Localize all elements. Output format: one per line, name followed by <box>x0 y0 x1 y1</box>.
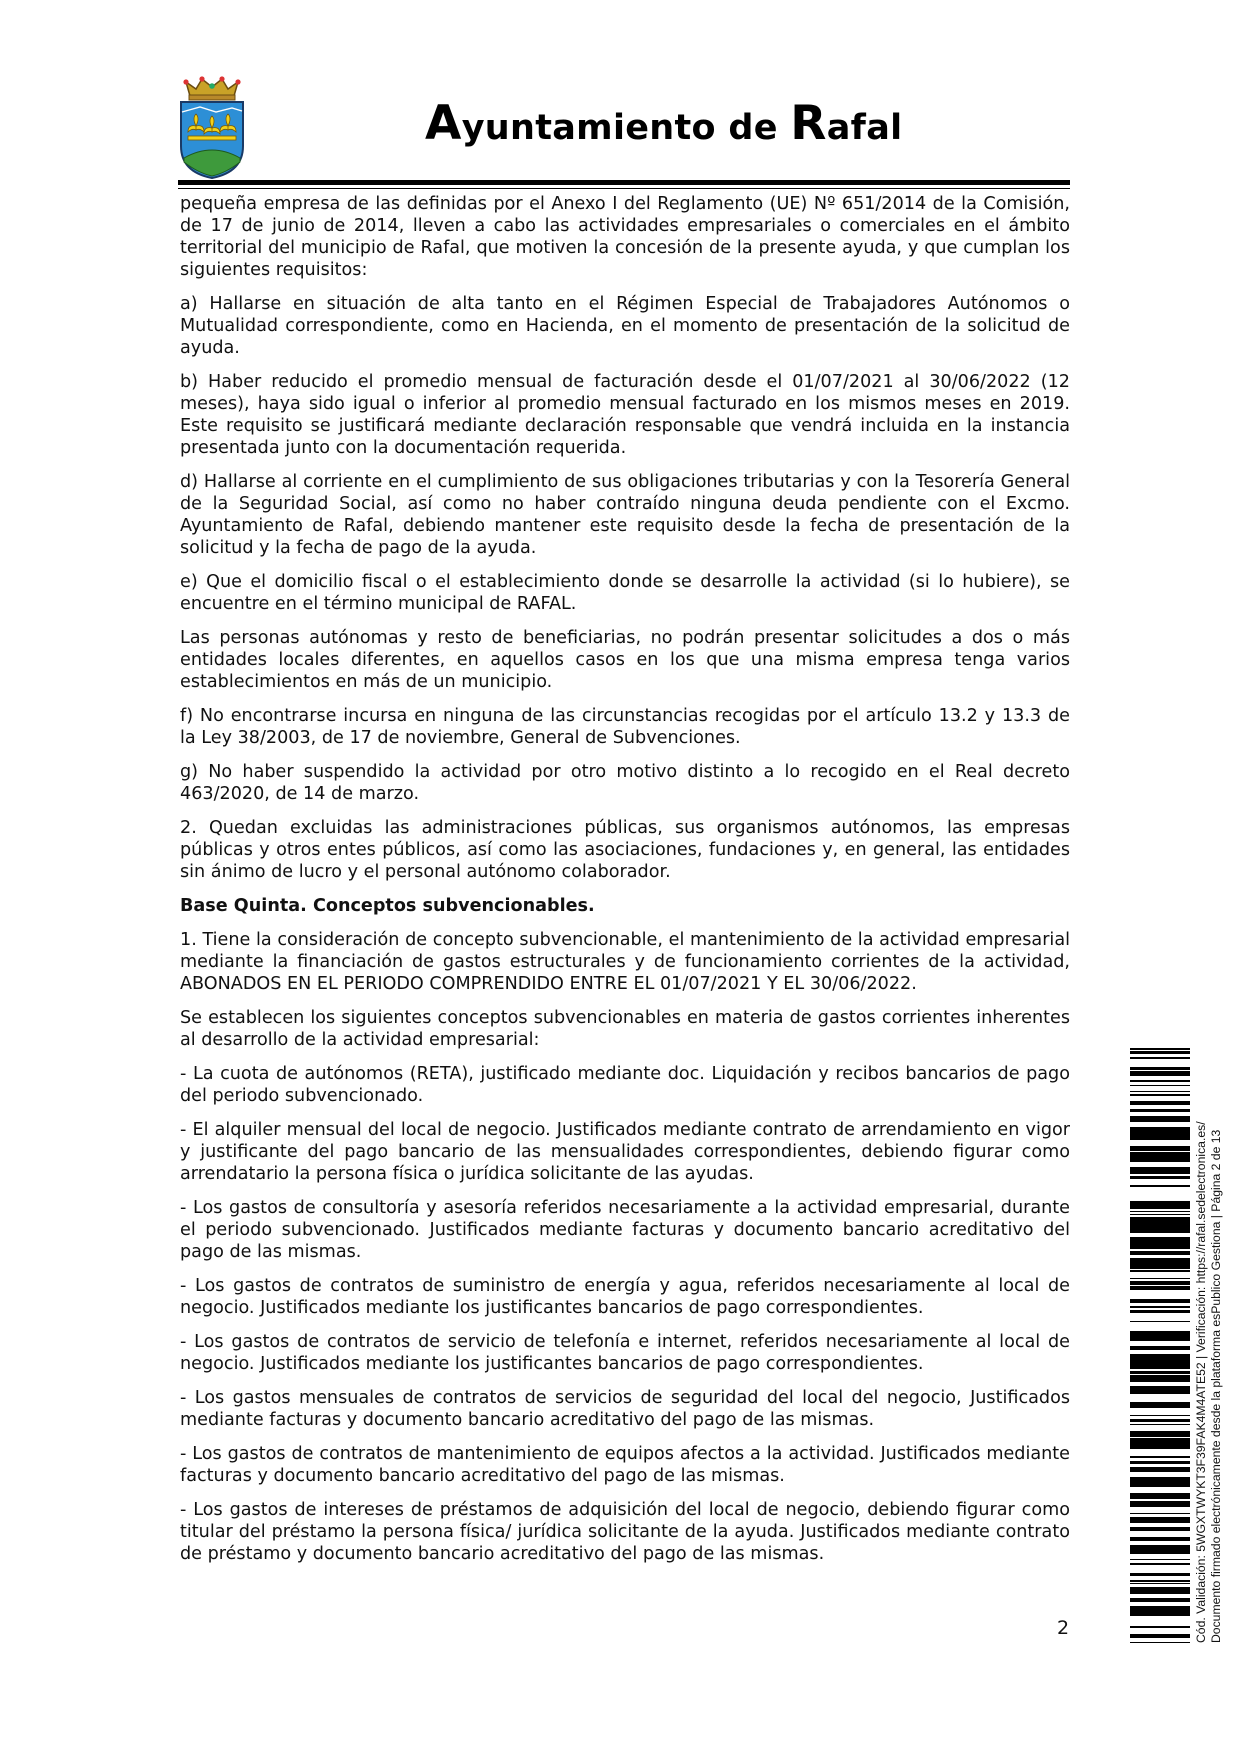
barcode-bar <box>1130 1152 1190 1155</box>
barcode-bar <box>1130 1520 1190 1521</box>
barcode-bar <box>1130 1358 1190 1362</box>
barcode-bar <box>1130 1299 1190 1303</box>
barcode-bar <box>1130 1364 1190 1365</box>
barcode-bar <box>1130 1521 1190 1523</box>
barcode-bar <box>1130 1589 1190 1590</box>
barcode-bar <box>1130 1223 1190 1224</box>
barcode-bar <box>1130 1553 1190 1554</box>
barcode-bar <box>1130 1057 1190 1059</box>
barcode-bar <box>1130 1634 1190 1638</box>
paragraph: 2. Quedan excluidas las administraciones públicas, sus organismos autónomos, las empresas públicas y otros entes públicos, así como las asociaciones, fundaciones y, en general, las entidades sin ánimo de lucro y el personal autónomo colaborador. <box>180 818 1070 882</box>
list-item: - Los gastos mensuales de contratos de servicios de seguridad del local del negocio, Justificados mediante facturas y documento bancario acreditativo del pago de las mismas. <box>180 1388 1070 1430</box>
barcode-bar <box>1130 1118 1190 1120</box>
barcode-bar <box>1130 1170 1190 1173</box>
barcode-bar <box>1130 1217 1190 1220</box>
barcode-bar <box>1130 1155 1190 1156</box>
barcode-bar <box>1130 1176 1190 1179</box>
barcode-bar <box>1130 1388 1190 1392</box>
barcode-bar <box>1130 1133 1190 1137</box>
barcode-bar <box>1130 1251 1190 1255</box>
barcode-bar <box>1130 1206 1190 1209</box>
barcode-bar <box>1130 1446 1190 1449</box>
barcode-bar <box>1130 1513 1190 1514</box>
barcode-bar <box>1130 1288 1190 1290</box>
barcode-bar <box>1130 1101 1190 1105</box>
barcode-bar <box>1130 1506 1190 1507</box>
document-body <box>180 193 1070 1577</box>
barcode-bar <box>1130 1379 1190 1382</box>
barcode-bar <box>1130 1346 1190 1347</box>
barcode-bar <box>1130 1433 1190 1437</box>
barcode-bar <box>1130 1442 1190 1446</box>
barcode-bar <box>1130 1048 1190 1050</box>
paragraph: g) No haber suspendido la actividad por otro motivo distinto a lo recogido en el Real decreto 463/2020, de 14 de marzo. <box>180 762 1070 804</box>
barcode-bar <box>1130 1231 1190 1233</box>
barcode-bar <box>1130 1156 1190 1158</box>
barcode-bar <box>1130 1339 1190 1341</box>
barcode-bar <box>1130 1477 1190 1479</box>
barcode-bar <box>1130 1158 1190 1161</box>
barcode-bar <box>1130 1563 1190 1564</box>
barcode-bar <box>1130 1270 1190 1272</box>
barcode-bar <box>1130 1321 1190 1322</box>
barcode-bar <box>1130 1461 1190 1464</box>
barcode-bar <box>1130 1071 1190 1075</box>
barcode-bar <box>1130 1481 1190 1485</box>
barcode-bar <box>1130 1467 1190 1469</box>
barcode-bar <box>1130 1085 1190 1086</box>
barcode-bar <box>1130 1051 1190 1053</box>
barcode-bar <box>1130 1227 1190 1231</box>
barcode-bar <box>1130 1517 1190 1518</box>
paragraph: Las personas autónomas y resto de beneficiarias, no podrán presentar solicitudes a dos o más entidades locales diferentes, en aquellos casos en los que una misma empresa tenga varios establecimientos en más de un municipio. <box>180 628 1070 692</box>
barcode-bar <box>1130 1547 1190 1548</box>
paragraph: a) Hallarse en situación de alta tanto en el Régimen Especial de Trabajadores Autónomos o Mutualidad correspondiente, como en Hacienda, en el momento de presentación de la solicitud de ayuda. <box>180 294 1070 358</box>
barcode-bar <box>1130 1518 1190 1520</box>
barcode-bar <box>1130 1424 1190 1425</box>
barcode-bar <box>1130 1149 1190 1151</box>
barcode-bar <box>1130 1591 1190 1594</box>
barcode-bar <box>1130 1311 1190 1313</box>
barcode-bar <box>1130 1583 1190 1584</box>
barcode-bar <box>1130 1642 1190 1643</box>
barcode-bar <box>1130 1587 1190 1589</box>
barcode-bar <box>1130 1214 1190 1215</box>
barcode-bar <box>1130 1590 1190 1591</box>
barcode-bar <box>1130 1551 1190 1553</box>
list-item: - Los gastos de intereses de préstamos de adquisición del local de negocio, debiendo figurar como titular del préstamo la persona física/ jurídica solicitante de la ayuda. Justificados mediante contrato de préstamo y documento bancario acreditativo del pago de las mismas. <box>180 1500 1070 1564</box>
barcode-bar <box>1130 1243 1190 1246</box>
verification-line: Cód. Validación: 5WGXTWYKT3F39FAK4M4ATE52 | Verificación: https://rafal.sedelectronica.es/ <box>1194 1121 1208 1643</box>
list-item: - Los gastos de contratos de servicio de telefonía e internet, referidos necesariamente al local de negocio. Justificados mediante los justificantes bancarios de pago correspondientes. <box>180 1332 1070 1374</box>
barcode-bar <box>1130 1224 1190 1227</box>
barcode-bar <box>1130 1527 1190 1531</box>
barcode-bar <box>1130 1202 1190 1204</box>
barcode-bar <box>1130 1120 1190 1122</box>
barcode-bar <box>1130 1505 1190 1506</box>
barcode-bar <box>1130 1564 1190 1565</box>
barcode-bar <box>1130 1287 1190 1288</box>
header-rule-thick <box>178 180 1070 185</box>
barcode-bar <box>1130 1137 1190 1140</box>
barcode-bar <box>1130 1204 1190 1206</box>
barcode-bar <box>1130 1094 1190 1095</box>
paragraph: e) Que el domicilio fiscal o el establecimiento donde se desarrolle la actividad (si lo hubiere), se encuentre en el término municipal de RAFAL. <box>180 572 1070 614</box>
barcode-bar <box>1130 1067 1190 1070</box>
paragraph: pequeña empresa de las definidas por el Anexo I del Reglamento (UE) Nº 651/2014 de la Comisión, de 17 de junio de 2014, lleven a cabo las actividades empresariales o comerciales en el ámbito territorial del municipio de Rafal, que motiven la concesión de la presente ayuda, y que cumplan los siguientes requisitos: <box>180 194 1070 280</box>
barcode-bar <box>1130 1404 1190 1408</box>
barcode-bar <box>1130 1129 1190 1133</box>
barcode-bar <box>1130 1375 1190 1379</box>
barcode-bar <box>1130 1606 1190 1609</box>
barcode-bar <box>1130 1598 1190 1602</box>
barcode-bar <box>1130 1237 1190 1239</box>
barcode-bar <box>1130 1419 1190 1422</box>
barcode-bar <box>1130 1612 1190 1616</box>
barcode-bar <box>1130 1281 1190 1285</box>
list-item: - El alquiler mensual del local de negocio. Justificados mediante contrato de arrendamiento en vigor y justificante del pago bancario de las mensualidades correspondientes, debiendo figurar como arrendatario la persona física o jurídica solicitante de las ayudas. <box>180 1120 1070 1184</box>
barcode-bar <box>1130 1371 1190 1374</box>
section-heading: Base Quinta. Conceptos subvencionables. <box>180 896 595 916</box>
barcode-bar <box>1130 1493 1190 1496</box>
barcode-bar <box>1130 1415 1190 1416</box>
validation-barcode <box>1130 1048 1190 1643</box>
paragraph: d) Hallarse al corriente en el cumplimiento de sus obligaciones tributarias y con la Tesorería General de la Seguridad Social, así como no haber contraído ninguna deuda pendiente con el Excmo. Ayuntamiento de Rafal, debiendo mantener este requisito desde la fecha de presentación de la solicitud y la fecha de pago de la ayuda. <box>180 472 1070 558</box>
list-item: - Los gastos de consultoría y asesoría referidos necesariamente a la actividad empresarial, durante el periodo subvencionado. Justificados mediante facturas y documento bancario acreditativo del pago de las mismas. <box>180 1198 1070 1262</box>
barcode-bar <box>1130 1095 1190 1096</box>
list-item: - Los gastos de contratos de mantenimiento de equipos afectos a la actividad. Justificados mediante facturas y documento bancario acreditativo del pago de las mismas. <box>180 1444 1070 1486</box>
barcode-bar <box>1130 1365 1190 1369</box>
barcode-bar <box>1130 1431 1190 1433</box>
barcode-bar <box>1130 1080 1190 1082</box>
barcode-bar <box>1130 1548 1190 1551</box>
barcode-bar <box>1130 1469 1190 1472</box>
barcode-bar <box>1130 1580 1190 1582</box>
barcode-bar <box>1130 1573 1190 1576</box>
barcode-bar <box>1130 1438 1190 1442</box>
barcode-bar <box>1130 1501 1190 1505</box>
barcode-bar <box>1130 1239 1190 1243</box>
page-title: Ayuntamiento de Rafal <box>425 96 903 151</box>
barcode-bar <box>1130 1498 1190 1499</box>
barcode-bar <box>1130 1609 1190 1612</box>
barcode-bar <box>1130 1211 1190 1212</box>
page-number: 2 <box>1057 1617 1070 1639</box>
barcode-bar <box>1130 1109 1190 1112</box>
coat-of-arms-logo <box>176 76 248 180</box>
barcode-bar <box>1130 1479 1190 1481</box>
list-item: - La cuota de autónomos (RETA), justificado mediante doc. Liquidación y recibos bancarios de pago del periodo subvencionado. <box>180 1064 1070 1106</box>
barcode-bar <box>1130 1306 1190 1308</box>
paragraph: f) No encontrarse incursa en ninguna de las circunstancias recogidas por el artículo 13.2 y 13.3 de la Ley 38/2003, de 17 de noviembre, General de Subvenciones. <box>180 706 1070 748</box>
barcode-bar <box>1130 1167 1190 1170</box>
barcode-bar <box>1130 1091 1190 1092</box>
barcode-bar <box>1130 1485 1190 1487</box>
paragraph: 1. Tiene la consideración de concepto subvencionable, el mantenimiento de la actividad empresarial mediante la financiación de gastos estructurales y de funcionamiento corrientes de la actividad, ABONADOS EN EL PERIODO COMPRENDIDO ENTRE EL 01/07/2021 Y EL 30/06/2022. <box>180 930 1070 994</box>
barcode-bar <box>1130 1362 1190 1364</box>
paragraph: Se establecen los siguientes conceptos subvencionables en materia de gastos corrientes inherentes al desarrollo de la actividad empresarial: <box>180 1008 1070 1050</box>
list-item: - Los gastos de contratos de suministro de energía y agua, referidos necesariamente al local de negocio. Justificados mediante los justificantes bancarios de pago correspondientes. <box>180 1276 1070 1318</box>
barcode-bar <box>1130 1075 1190 1076</box>
header-rule-thin <box>178 188 1070 189</box>
barcode-bar <box>1130 1246 1190 1249</box>
barcode-bar <box>1130 1278 1190 1279</box>
barcode-bar <box>1130 1127 1190 1129</box>
barcode-bar <box>1130 1262 1190 1265</box>
barcode-bar <box>1130 1456 1190 1458</box>
barcode-bar <box>1130 1220 1190 1223</box>
barcode-bar <box>1130 1185 1190 1187</box>
barcode-bar <box>1130 1258 1190 1262</box>
paragraph: b) Haber reducido el promedio mensual de facturación desde el 01/07/2021 al 30/06/2022 (12 meses), haya sido igual o inferior al promedio mensual facturado en los mismos meses en 2019. Este requisito se justificará mediante declaración responsable que vendrá incluida en la instancia presentada junto con la documentación requerida. <box>180 372 1070 458</box>
barcode-bar <box>1130 1626 1190 1628</box>
barcode-bar <box>1130 1537 1190 1541</box>
barcode-bar <box>1130 1116 1190 1118</box>
barcode-bar <box>1130 1146 1190 1149</box>
verification-line: Documento firmado electrónicamente desde la plataforma esPublico Gestiona | Página 2 de 13 <box>1209 1129 1223 1643</box>
barcode-bar <box>1130 1545 1190 1547</box>
barcode-bar <box>1130 1559 1190 1560</box>
barcode-bar <box>1130 1286 1190 1287</box>
barcode-bar <box>1130 1265 1190 1269</box>
barcode-bar <box>1130 1053 1190 1054</box>
barcode-bar <box>1130 1161 1190 1162</box>
barcode-bar <box>1130 1331 1190 1334</box>
barcode-bar <box>1130 1354 1190 1358</box>
barcode-bar <box>1130 1173 1190 1174</box>
barcode-bar <box>1130 1347 1190 1350</box>
barcode-bar <box>1130 1201 1190 1202</box>
barcode-bar <box>1130 1392 1190 1394</box>
barcode-bar <box>1130 1335 1190 1339</box>
barcode-bar <box>1130 1310 1190 1311</box>
barcode-bar <box>1130 1334 1190 1335</box>
barcode-bar <box>1130 1402 1190 1404</box>
barcode-bar <box>1130 1386 1190 1388</box>
barcode-bar <box>1130 1496 1190 1498</box>
verification-text <box>1194 1048 1228 1643</box>
